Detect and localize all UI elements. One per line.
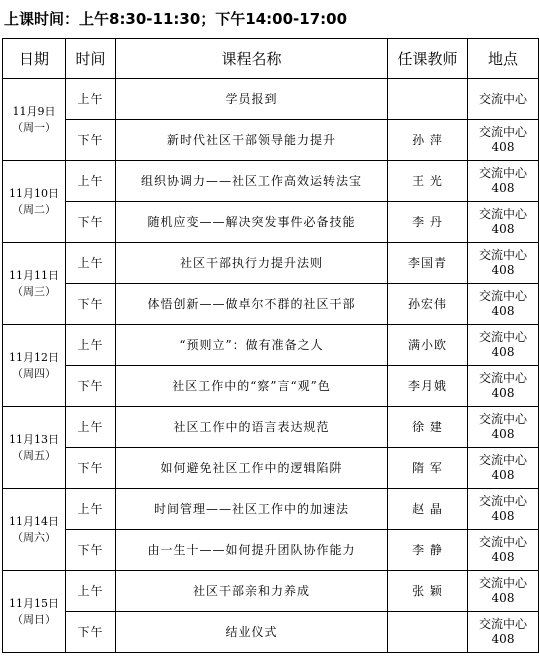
course-name-cell: 时间管理——社区工作中的加速法 <box>116 489 388 530</box>
date-text: 11月11日 <box>9 268 59 282</box>
place-name: 交流中心 <box>478 576 527 590</box>
period-cell: 上午 <box>66 79 116 120</box>
period-cell: 下午 <box>66 284 116 325</box>
teacher-cell: 孙 萍 <box>388 120 468 161</box>
place-room: 408 <box>491 140 515 154</box>
period-cell: 下午 <box>66 120 116 161</box>
period-cell: 下午 <box>66 530 116 571</box>
course-name-cell: 如何避免社区工作中的逻辑陷阱 <box>116 448 388 489</box>
teacher-cell: 赵 晶 <box>388 489 468 530</box>
weekday-text: （周二） <box>12 202 56 216</box>
header-time: 时间 <box>66 39 116 79</box>
period-cell: 下午 <box>66 448 116 489</box>
place-name: 交流中心 <box>478 453 527 467</box>
place-name: 交流中心 <box>478 207 527 221</box>
date-cell <box>3 161 66 243</box>
place-room: 408 <box>491 181 515 195</box>
table-row <box>3 161 539 202</box>
place-room: 408 <box>491 509 515 523</box>
place-cell <box>468 571 539 612</box>
header-place: 地点 <box>468 39 539 79</box>
place-room: 408 <box>491 427 515 441</box>
place-cell <box>468 448 539 489</box>
date-cell <box>3 79 66 161</box>
table-row <box>3 448 539 489</box>
course-name-cell: 社区干部执行力提升法则 <box>116 243 388 284</box>
place-room: 408 <box>491 345 515 359</box>
place-cell <box>468 79 539 120</box>
place-room: 408 <box>491 304 515 318</box>
course-name-cell: 新时代社区干部领导能力提升 <box>116 120 388 161</box>
teacher-cell <box>388 79 468 120</box>
place-room: 408 <box>491 550 515 564</box>
place-name: 交流中心 <box>478 617 527 631</box>
place-room: 408 <box>491 386 515 400</box>
date-cell <box>3 489 66 571</box>
place-room: 408 <box>491 591 515 605</box>
place-cell <box>468 325 539 366</box>
place-cell <box>468 161 539 202</box>
course-name-cell: 组织协调力——社区工作高效运转法宝 <box>116 161 388 202</box>
teacher-cell: 李月娥 <box>388 366 468 407</box>
period-cell: 上午 <box>66 325 116 366</box>
date-cell <box>3 571 66 653</box>
period-cell: 上午 <box>66 243 116 284</box>
header-date: 日期 <box>3 39 66 79</box>
place-name: 交流中心 <box>478 535 527 549</box>
weekday-text: （周一） <box>12 120 56 134</box>
course-name-cell: 随机应变——解决突发事件必备技能 <box>116 202 388 243</box>
place-cell <box>468 284 539 325</box>
course-name-cell: 体悟创新——做卓尔不群的社区干部 <box>116 284 388 325</box>
table-row <box>3 530 539 571</box>
course-name-cell: “预则立”：做有准备之人 <box>116 325 388 366</box>
teacher-cell: 孙宏伟 <box>388 284 468 325</box>
table-row <box>3 284 539 325</box>
course-name-cell: 社区干部亲和力养成 <box>116 571 388 612</box>
teacher-cell: 李 静 <box>388 530 468 571</box>
header-row <box>3 39 539 79</box>
date-text: 11月12日 <box>9 350 59 364</box>
table-row <box>3 407 539 448</box>
place-name: 交流中心 <box>478 494 527 508</box>
table-row <box>3 202 539 243</box>
place-name: 交流中心 <box>478 330 527 344</box>
teacher-cell <box>388 612 468 653</box>
course-name-cell: 社区工作中的语言表达规范 <box>116 407 388 448</box>
course-name-cell: 由一生十——如何提升团队协作能力 <box>116 530 388 571</box>
period-cell: 上午 <box>66 489 116 530</box>
place-cell <box>468 407 539 448</box>
teacher-cell: 徐 建 <box>388 407 468 448</box>
teacher-cell: 李 丹 <box>388 202 468 243</box>
date-cell <box>3 407 66 489</box>
table-row <box>3 366 539 407</box>
period-cell: 下午 <box>66 366 116 407</box>
place-name: 交流中心 <box>478 166 527 180</box>
schedule-body <box>3 79 539 653</box>
date-cell <box>3 243 66 325</box>
weekday-text: （周五） <box>12 448 56 462</box>
header-course: 课程名称 <box>116 39 388 79</box>
header-teacher: 任课教师 <box>388 39 468 79</box>
place-name: 交流中心 <box>478 248 527 262</box>
date-text: 11月10日 <box>9 186 59 200</box>
table-row <box>3 489 539 530</box>
class-hours-line: 上课时间：上午8:30-11:30；下午14:00-17:00 <box>4 10 348 28</box>
place-cell <box>468 243 539 284</box>
place-room: 408 <box>491 222 515 236</box>
date-text: 11月15日 <box>9 596 59 610</box>
place-room: 408 <box>491 468 515 482</box>
period-cell: 上午 <box>66 161 116 202</box>
table-row <box>3 243 539 284</box>
place-name: 交流中心 <box>478 91 527 106</box>
period-cell: 上午 <box>66 407 116 448</box>
place-cell <box>468 530 539 571</box>
date-text: 11月13日 <box>9 432 59 446</box>
place-name: 交流中心 <box>478 125 527 139</box>
weekday-text: （周六） <box>12 530 56 544</box>
teacher-cell: 满小欧 <box>388 325 468 366</box>
course-name-cell: 社区工作中的“察”言“观”色 <box>116 366 388 407</box>
period-cell: 上午 <box>66 571 116 612</box>
table-row <box>3 325 539 366</box>
teacher-cell: 张 颖 <box>388 571 468 612</box>
date-cell <box>3 325 66 407</box>
place-cell <box>468 612 539 653</box>
place-cell <box>468 120 539 161</box>
teacher-cell: 李国青 <box>388 243 468 284</box>
place-cell <box>468 202 539 243</box>
place-name: 交流中心 <box>478 371 527 385</box>
weekday-text: （周日） <box>12 612 56 626</box>
date-text: 11月14日 <box>9 514 59 528</box>
place-cell <box>468 489 539 530</box>
table-row <box>3 612 539 653</box>
place-name: 交流中心 <box>478 412 527 426</box>
place-cell <box>468 366 539 407</box>
place-room: 408 <box>491 632 515 646</box>
place-room: 408 <box>491 263 515 277</box>
weekday-text: （周三） <box>12 284 56 298</box>
weekday-text: （周四） <box>12 366 56 380</box>
course-name-cell: 结业仪式 <box>116 612 388 653</box>
table-row <box>3 120 539 161</box>
table-row <box>3 79 539 120</box>
period-cell: 下午 <box>66 612 116 653</box>
teacher-cell: 隋 军 <box>388 448 468 489</box>
table-row <box>3 571 539 612</box>
date-text: 11月9日 <box>12 104 56 118</box>
teacher-cell: 王 光 <box>388 161 468 202</box>
period-cell: 下午 <box>66 202 116 243</box>
place-name: 交流中心 <box>478 289 527 303</box>
schedule-table <box>2 38 539 653</box>
course-name-cell: 学员报到 <box>116 79 388 120</box>
